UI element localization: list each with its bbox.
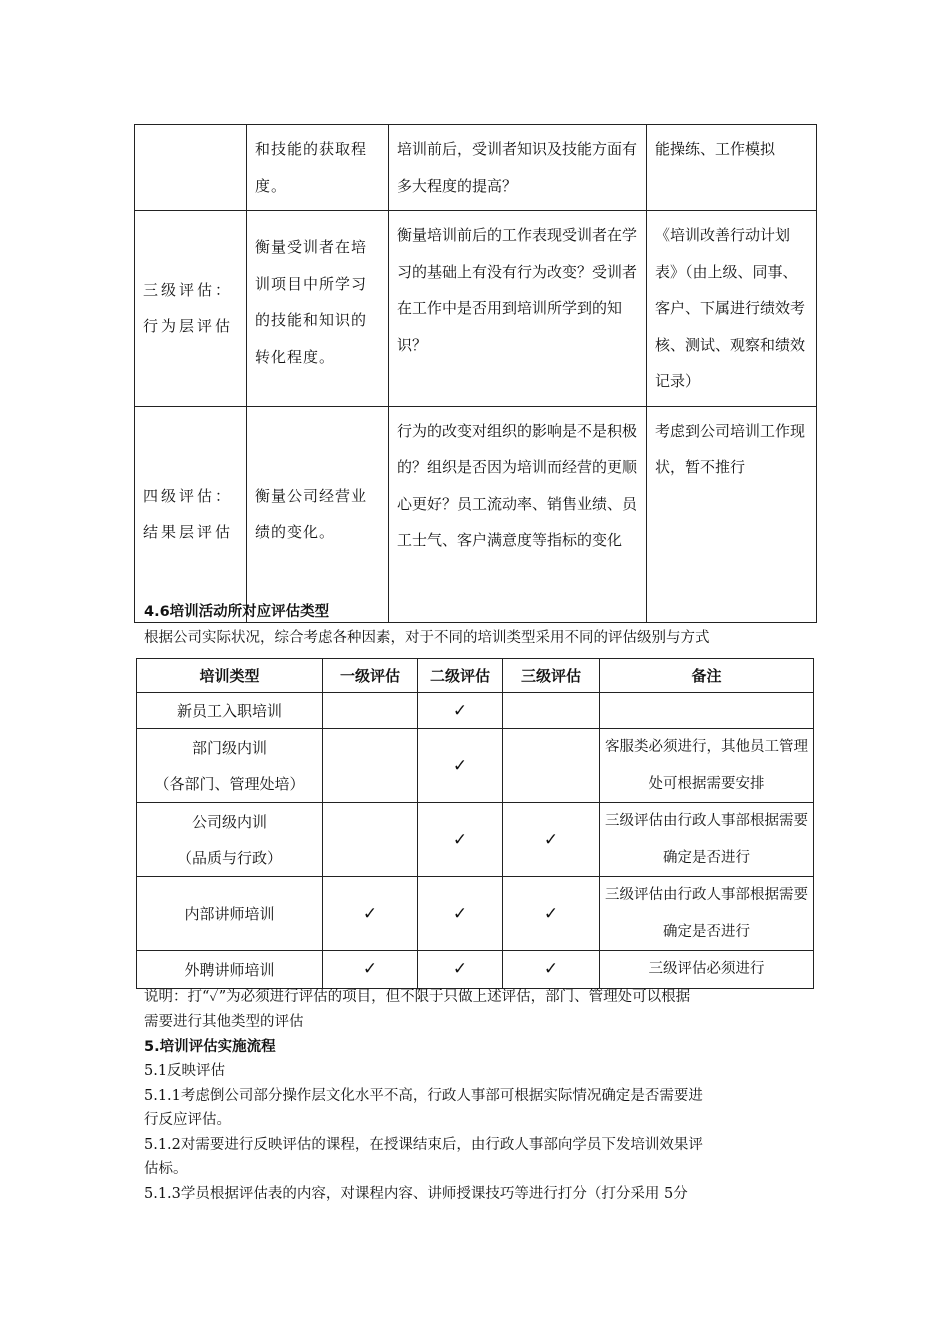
training-type-subline: （品质与行政） bbox=[176, 848, 282, 867]
header-level-1: 一级评估 bbox=[323, 659, 418, 693]
level-cell bbox=[135, 125, 247, 211]
remarks-cell: 三级评估必须进行 bbox=[600, 951, 814, 989]
table-header-row bbox=[137, 659, 814, 693]
remarks-cell: 客服类必须进行，其他员工管理处可根据需要安排 bbox=[600, 729, 814, 803]
level-1-check: ✓ bbox=[323, 877, 418, 951]
level-cell: 三级评估：行为层评估 bbox=[135, 211, 247, 407]
level-1-check bbox=[323, 803, 418, 877]
section-5-heading: 5.培训评估实施流程 bbox=[144, 1039, 276, 1055]
note-line-1: 说明：打“✓”为必须进行评估的项目，但不限于只做上述评估，部门、管理处可以根据 bbox=[144, 989, 691, 1005]
header-training-type: 培训类型 bbox=[137, 659, 323, 693]
training-type-cell: 内部讲师培训 bbox=[137, 877, 323, 951]
method-cell: 《培训改善行动计划表》（由上级、同事、客户、下属进行绩效考核、测试、观察和绩效记录） bbox=[647, 211, 817, 407]
level-3-check bbox=[503, 729, 600, 803]
paragraph-5-1-1-cont: 行反应评估。 bbox=[144, 1112, 231, 1128]
level-1-check bbox=[323, 729, 418, 803]
header-level-2: 二级评估 bbox=[418, 659, 503, 693]
table-row bbox=[135, 125, 817, 211]
level-1-check: ✓ bbox=[323, 951, 418, 989]
level-2-check: ✓ bbox=[418, 803, 503, 877]
remarks-cell: 三级评估由行政人事部根据需要确定是否进行 bbox=[600, 877, 814, 951]
level-2-check: ✓ bbox=[418, 693, 503, 729]
method-cell: 考虑到公司培训工作现状，暂不推行 bbox=[647, 406, 817, 622]
section-4-6-heading: 4.6培训活动所对应评估类型 bbox=[144, 604, 330, 620]
table-row bbox=[135, 406, 817, 622]
training-type-line: 部门级内训 bbox=[191, 738, 267, 757]
table-row bbox=[137, 729, 814, 803]
training-type-cell: 外聘讲师培训 bbox=[137, 951, 323, 989]
level-2-check: ✓ bbox=[418, 729, 503, 803]
table-row bbox=[137, 803, 814, 877]
level-3-check bbox=[503, 693, 600, 729]
paragraph-5-1-2-cont: 估标。 bbox=[144, 1161, 188, 1177]
training-type-cell bbox=[137, 803, 323, 877]
table-row bbox=[135, 211, 817, 407]
paragraph-5-1-2: 5.1.2对需要进行反映评估的课程，在授课结束后，由行政人事部向学员下发培训效果评 bbox=[144, 1137, 703, 1153]
section-4-6-intro: 根据公司实际状况，综合考虑各种因素，对于不同的培训类型采用不同的评估级别与方式 bbox=[144, 630, 710, 646]
training-type-table bbox=[136, 658, 814, 989]
level-2-check: ✓ bbox=[418, 951, 503, 989]
method-cell: 能操练、工作模拟 bbox=[647, 125, 817, 211]
level-3-check: ✓ bbox=[503, 877, 600, 951]
evaluation-level-table bbox=[134, 124, 817, 623]
training-type-subline: （各部门、管理处培） bbox=[154, 774, 305, 793]
content-cell: 行为的改变对组织的影响是不是积极的？组织是否因为培训而经营的更顺心更好？员工流动率、销售业绩、员工士气、客户满意度等指标的变化 bbox=[389, 406, 647, 622]
training-type-line: 公司级内训 bbox=[191, 812, 267, 831]
level-cell: 四级评估：结果层评估 bbox=[135, 406, 247, 622]
note-line-2: 需要进行其他类型的评估 bbox=[144, 1014, 304, 1030]
paragraph-5-1-1: 5.1.1考虑倒公司部分操作层文化水平不高，行政人事部可根据实际情况确定是否需要进 bbox=[144, 1088, 703, 1104]
table-row bbox=[137, 877, 814, 951]
level-2-check: ✓ bbox=[418, 877, 503, 951]
content-cell: 衡量培训前后的工作表现受训者在学习的基础上有没有行为改变？受训者在工作中是否用到培训所学到的知识？ bbox=[389, 211, 647, 407]
header-level-3: 三级评估 bbox=[503, 659, 600, 693]
section-5-1-heading: 5.1反映评估 bbox=[144, 1063, 226, 1079]
target-cell: 和技能的获取程度。 bbox=[247, 125, 389, 211]
level-3-check: ✓ bbox=[503, 951, 600, 989]
header-remarks: 备注 bbox=[600, 659, 814, 693]
remarks-cell: 三级评估由行政人事部根据需要确定是否进行 bbox=[600, 803, 814, 877]
table-row bbox=[137, 693, 814, 729]
level-1-check bbox=[323, 693, 418, 729]
paragraph-5-1-3: 5.1.3学员根据评估表的内容，对课程内容、讲师授课技巧等进行打分（打分采用 5分 bbox=[144, 1186, 688, 1202]
training-type-cell bbox=[137, 729, 323, 803]
content-cell: 培训前后，受训者知识及技能方面有多大程度的提高？ bbox=[389, 125, 647, 211]
target-cell: 衡量受训者在培训项目中所学习的技能和知识的转化程度。 bbox=[247, 211, 389, 407]
level-3-check: ✓ bbox=[503, 803, 600, 877]
training-type-cell: 新员工入职培训 bbox=[137, 693, 323, 729]
target-cell: 衡量公司经营业绩的变化。 bbox=[247, 406, 389, 622]
remarks-cell bbox=[600, 693, 814, 729]
table-row bbox=[137, 951, 814, 989]
